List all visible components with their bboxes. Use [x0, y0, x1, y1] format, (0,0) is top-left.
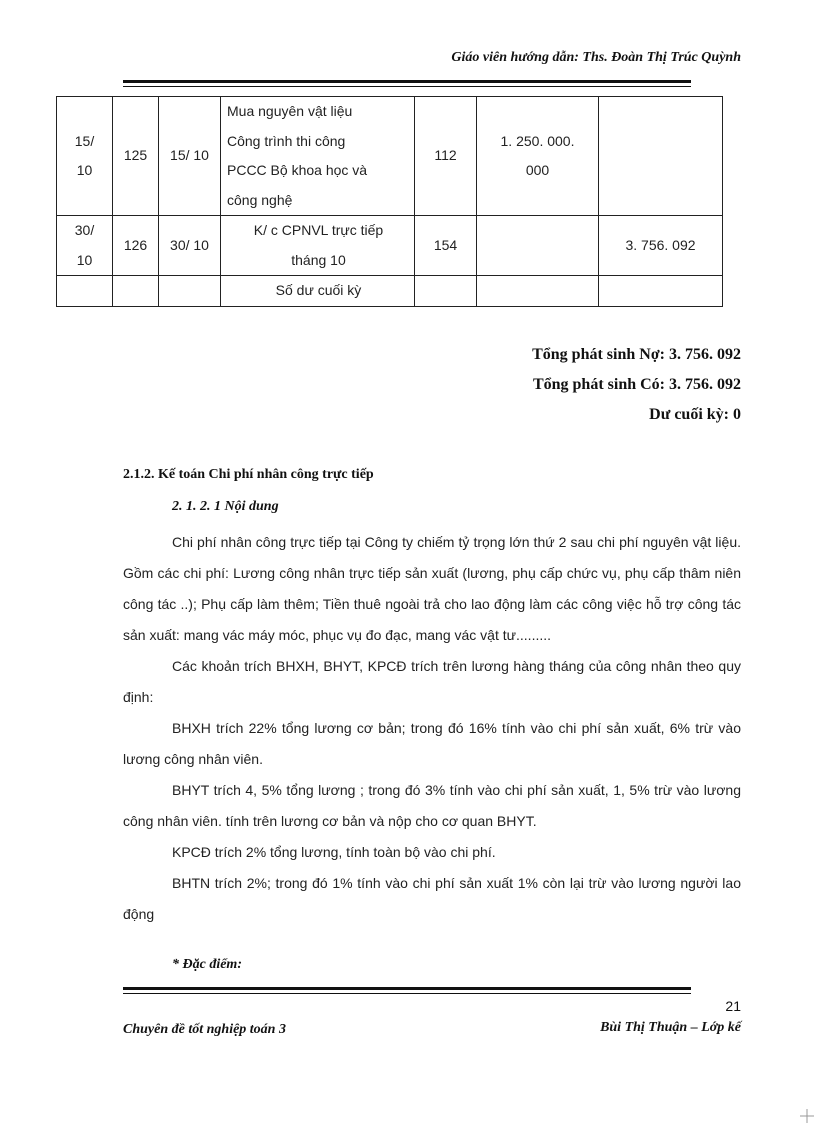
feature-heading: * Đặc điểm: [172, 957, 242, 972]
page-number: 21 [725, 998, 741, 1014]
section-body [123, 527, 741, 930]
cell-line: 1. 250. 000. [500, 132, 575, 149]
cell-account: 154 [415, 216, 477, 276]
cell-line [61, 276, 108, 306]
cell-debit [477, 97, 599, 216]
table-row [57, 216, 723, 276]
cell-line: PCCC Bộ khoa học và [227, 162, 368, 178]
header-divider [123, 80, 691, 87]
footer-author: Bùi Thị Thuận – Lớp kế [600, 1020, 741, 1035]
cell-line [481, 231, 594, 261]
total-credit: Tổng phát sinh Có: 3. 756. 092 [532, 376, 741, 393]
cell-date [57, 276, 113, 307]
paragraph: BHXH trích 22% tổng lương cơ bản; trong đó 16% tính vào chi phí sản xuất, 6% trừ vào lương công nhân viên. [123, 720, 741, 767]
page-header: Giáo viên hướng dẫn: Ths. Đoàn Thị Trúc Quỳnh [451, 50, 741, 65]
footer-title: Chuyên đề tốt nghiệp toán 3 [123, 1022, 286, 1037]
cell-description [221, 97, 415, 216]
cell-credit: 3. 756. 092 [599, 216, 723, 276]
cell-date [57, 216, 113, 276]
cell-voucher-no [113, 276, 159, 307]
table-row [57, 97, 723, 216]
cell-line: 10 [76, 251, 93, 268]
cell-description [221, 276, 415, 307]
cell-voucher-date [159, 276, 221, 307]
cell-voucher-date: 15/ 10 [159, 97, 221, 216]
cell-debit [477, 276, 599, 307]
cell-line: Công trình thi công [227, 132, 346, 149]
cell-credit [599, 97, 723, 216]
cell-line: 000 [525, 162, 550, 178]
cell-voucher-no: 126 [113, 216, 159, 276]
paragraph: Chi phí nhân công trực tiếp tại Công ty chiếm tỷ trọng lớn thứ 2 sau chi phí nguyên vật liệu. Gồm các chi phí: Lương công nhân trực tiếp sản xuất (lương, phụ cấp chức vụ, phụ cấp thâm niên công tác ..); Phụ cấp làm thêm; Tiền thuê ngoài trả cho lao động làm các công việc hỗ trợ công tác sản xuất: mang vác máy móc, phục vụ đo đạc, mang vác vật tư......... [123, 534, 741, 643]
cell-line: 30/ [74, 222, 95, 238]
cell-account [415, 276, 477, 307]
corner-mark-icon [800, 1109, 814, 1123]
total-debit: Tổng phát sinh Nợ: 3. 756. 092 [532, 346, 741, 363]
cell-account: 112 [415, 97, 477, 216]
cell-credit [599, 276, 723, 307]
cell-line [481, 276, 594, 306]
cell-line: Số dư cuối kỳ [275, 282, 362, 298]
cell-line: 10 [76, 162, 93, 178]
cell-line: công nghệ [227, 191, 293, 208]
cell-debit [477, 216, 599, 276]
cell-line: K/ c CPNVL trực tiếp [253, 222, 384, 238]
section-heading: 2.1.2. Kế toán Chi phí nhân công trực tiếp [123, 467, 374, 482]
ledger-table [56, 96, 723, 307]
cell-description [221, 216, 415, 276]
cell-voucher-date: 30/ 10 [159, 216, 221, 276]
cell-line: Mua nguyên vật liệu [227, 103, 353, 119]
table-row [57, 276, 723, 307]
footer-divider [123, 987, 691, 994]
paragraph: KPCĐ trích 2% tổng lương, tính toàn bộ vào chi phí. [172, 844, 496, 860]
paragraph: Các khoản trích BHXH, BHYT, KPCĐ trích trên lương hàng tháng của công nhân theo quy định: [123, 658, 741, 705]
cell-line: 15/ [74, 132, 95, 149]
cell-voucher-no: 125 [113, 97, 159, 216]
paragraph: BHYT trích 4, 5% tổng lương ; trong đó 3% tính vào chi phí sản xuất, 1, 5% trừ vào lương công nhân viên. tính trên lương cơ bản và nộp cho cơ quan BHYT. [123, 782, 741, 829]
totals-block [532, 340, 741, 430]
cell-line: tháng 10 [291, 251, 346, 268]
cell-date [57, 97, 113, 216]
section-subheading: 2. 1. 2. 1 Nội dung [172, 499, 279, 514]
paragraph: BHTN trích 2%; trong đó 1% tính vào chi phí sản xuất 1% còn lại trừ vào lương người lao động [123, 875, 741, 922]
ending-balance: Dư cuối kỳ: 0 [649, 406, 741, 423]
